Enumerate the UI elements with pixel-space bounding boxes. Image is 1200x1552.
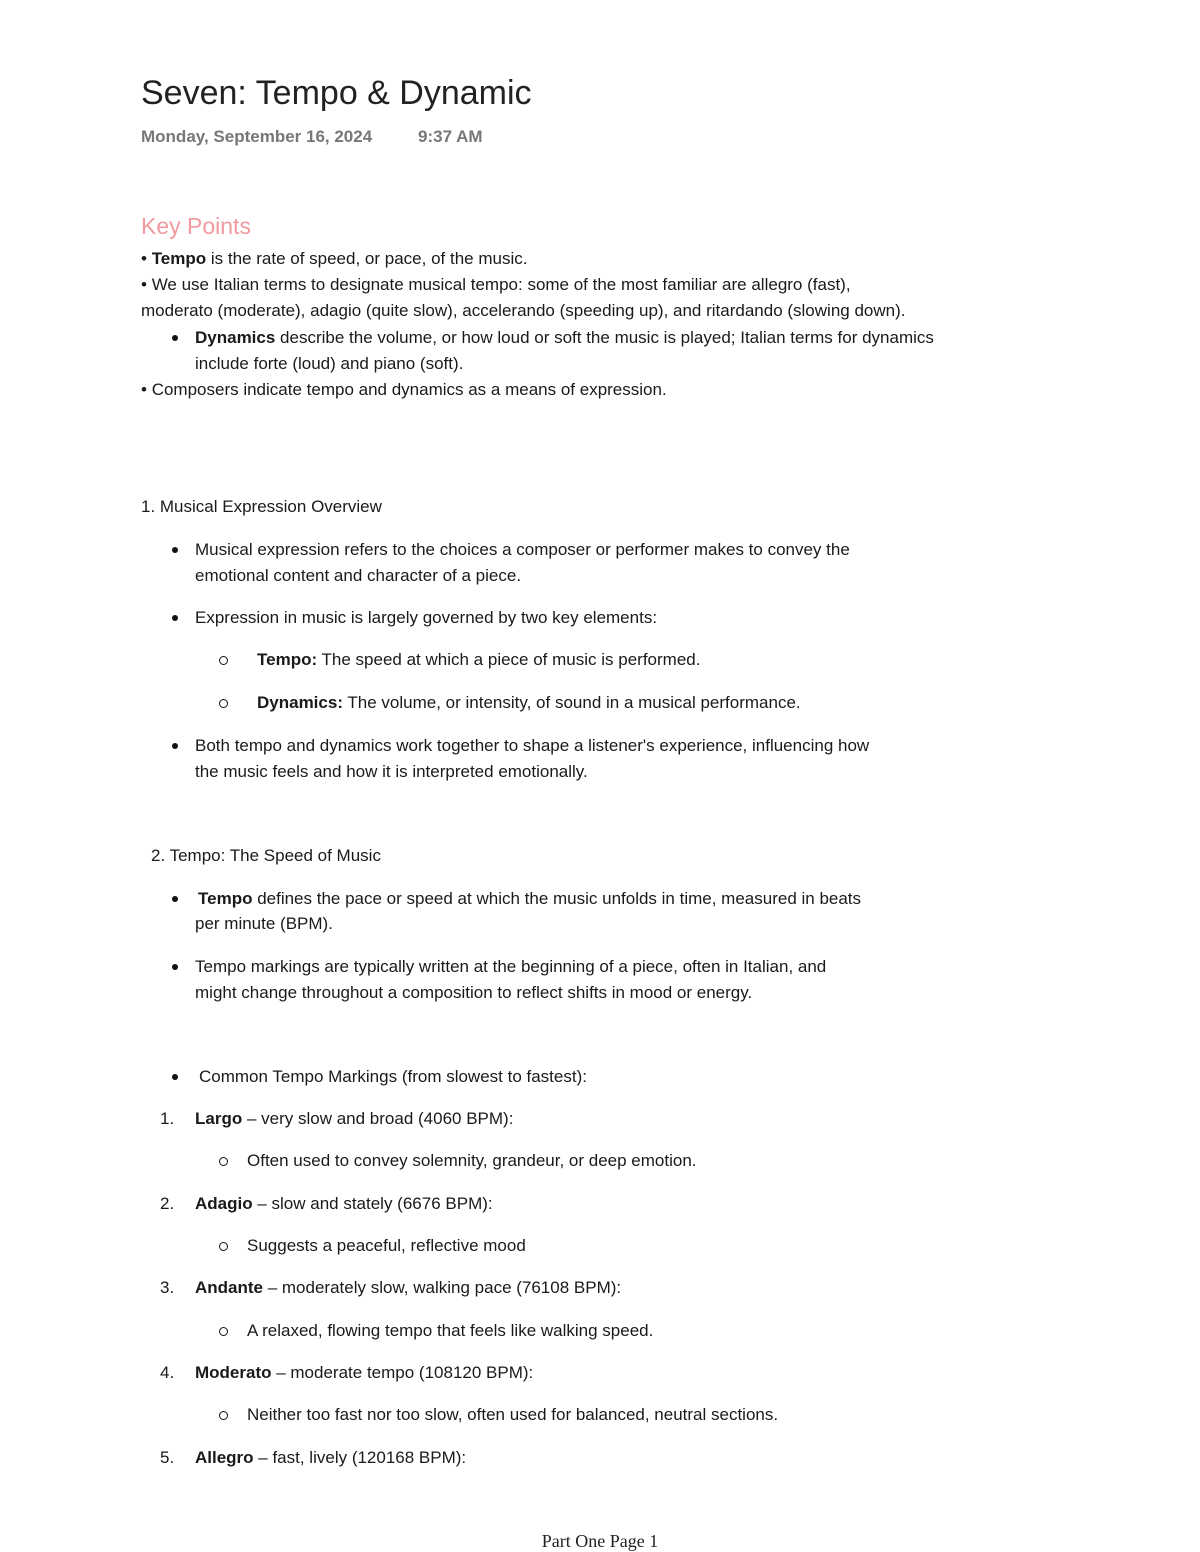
bullet-glyph: • [141, 249, 152, 268]
key-point-2: • We use Italian terms to designate musical tempo: some of the most familiar are allegro (fast), [141, 275, 851, 294]
tempo-marking-allegro: Allegro – fast, lively (120168 BPM): [195, 1448, 467, 1467]
bullet-icon [172, 1074, 178, 1080]
bullet-icon [172, 615, 178, 621]
circle-bullet-icon [219, 1242, 228, 1251]
bullet-icon [172, 964, 178, 970]
key-point-2-cont: moderato (moderate), adagio (quite slow), accelerando (speeding up), and ritardando (slowing down). [141, 301, 906, 320]
section-2-heading: 2. Tempo: The Speed of Music [151, 846, 381, 865]
tempo-marking-largo-note: Often used to convey solemnity, grandeur, or deep emotion. [247, 1151, 697, 1170]
s2-bullet-2: Tempo markings are typically written at the beginning of a piece, often in Italian, and [195, 957, 827, 976]
tempo-marking-adagio-note: Suggests a peaceful, reflective mood [247, 1236, 526, 1255]
s1-bullet-1-cont: emotional content and character of a piece. [195, 566, 522, 585]
key-points-heading: Key Points [141, 213, 251, 239]
note-time: 9:37 AM [418, 127, 483, 146]
bullet-glyph: • [141, 380, 152, 399]
tempo-marking-andante: Andante – moderately slow, walking pace (76108 BPM): [195, 1278, 622, 1297]
s1-sub-2: Dynamics: The volume, or intensity, of sound in a musical performance. [257, 693, 801, 712]
tempo-marking-largo: Largo – very slow and broad (4060 BPM): [195, 1109, 514, 1128]
key-point-4: • Composers indicate tempo and dynamics as a means of expression. [141, 380, 667, 399]
bullet-glyph: • [141, 275, 152, 294]
note-date: Monday, September 16, 2024 [141, 127, 373, 146]
circle-bullet-icon [219, 1157, 228, 1166]
s2-bullet-1-cont: per minute (BPM). [195, 914, 333, 933]
s2-bullet-2-cont: might change throughout a composition to reflect shifts in mood or energy. [195, 983, 753, 1002]
tempo-marking-moderato: Moderato – moderate tempo (108120 BPM): [195, 1363, 534, 1382]
list-number: 4. [160, 1363, 175, 1382]
s1-bullet-1: Musical expression refers to the choices a composer or performer makes to convey the [195, 540, 850, 559]
circle-bullet-icon [219, 656, 228, 665]
circle-bullet-icon [219, 1411, 228, 1420]
s1-bullet-3-cont: the music feels and how it is interpreted emotionally. [195, 762, 588, 781]
bullet-icon [172, 896, 178, 902]
key-point-3: Dynamics describe the volume, or how loud or soft the music is played; Italian terms for dynamics [195, 328, 934, 347]
key-point-3-cont: include forte (loud) and piano (soft). [195, 354, 464, 373]
s1-sub-1: Tempo: The speed at which a piece of music is performed. [257, 650, 701, 669]
key-point-1: • Tempo is the rate of speed, or pace, of the music. [141, 249, 528, 268]
s2-bullet-1: Tempo defines the pace or speed at which the music unfolds in time, measured in beats [198, 889, 862, 908]
bullet-icon [172, 743, 178, 749]
list-number: 3. [160, 1278, 175, 1297]
bullet-icon [172, 335, 178, 341]
s2-bullet-3: Common Tempo Markings (from slowest to fastest): [199, 1067, 587, 1086]
circle-bullet-icon [219, 699, 228, 708]
tempo-marking-andante-note: A relaxed, flowing tempo that feels like walking speed. [247, 1321, 654, 1340]
list-number: 5. [160, 1448, 175, 1467]
s1-bullet-3: Both tempo and dynamics work together to shape a listener's experience, influencing how [195, 736, 870, 755]
circle-bullet-icon [219, 1327, 228, 1336]
list-number: 1. [160, 1109, 175, 1128]
tempo-marking-moderato-note: Neither too fast nor too slow, often used for balanced, neutral sections. [247, 1405, 779, 1424]
s1-bullet-2: Expression in music is largely governed by two key elements: [195, 608, 658, 627]
list-number: 2. [160, 1194, 175, 1213]
page-footer: Part One Page 1 [541, 1531, 659, 1551]
section-1-heading: 1. Musical Expression Overview [141, 497, 382, 516]
bullet-icon [172, 547, 178, 553]
page-title: Seven: Tempo & Dynamic [141, 74, 532, 112]
tempo-marking-adagio: Adagio – slow and stately (6676 BPM): [195, 1194, 493, 1213]
